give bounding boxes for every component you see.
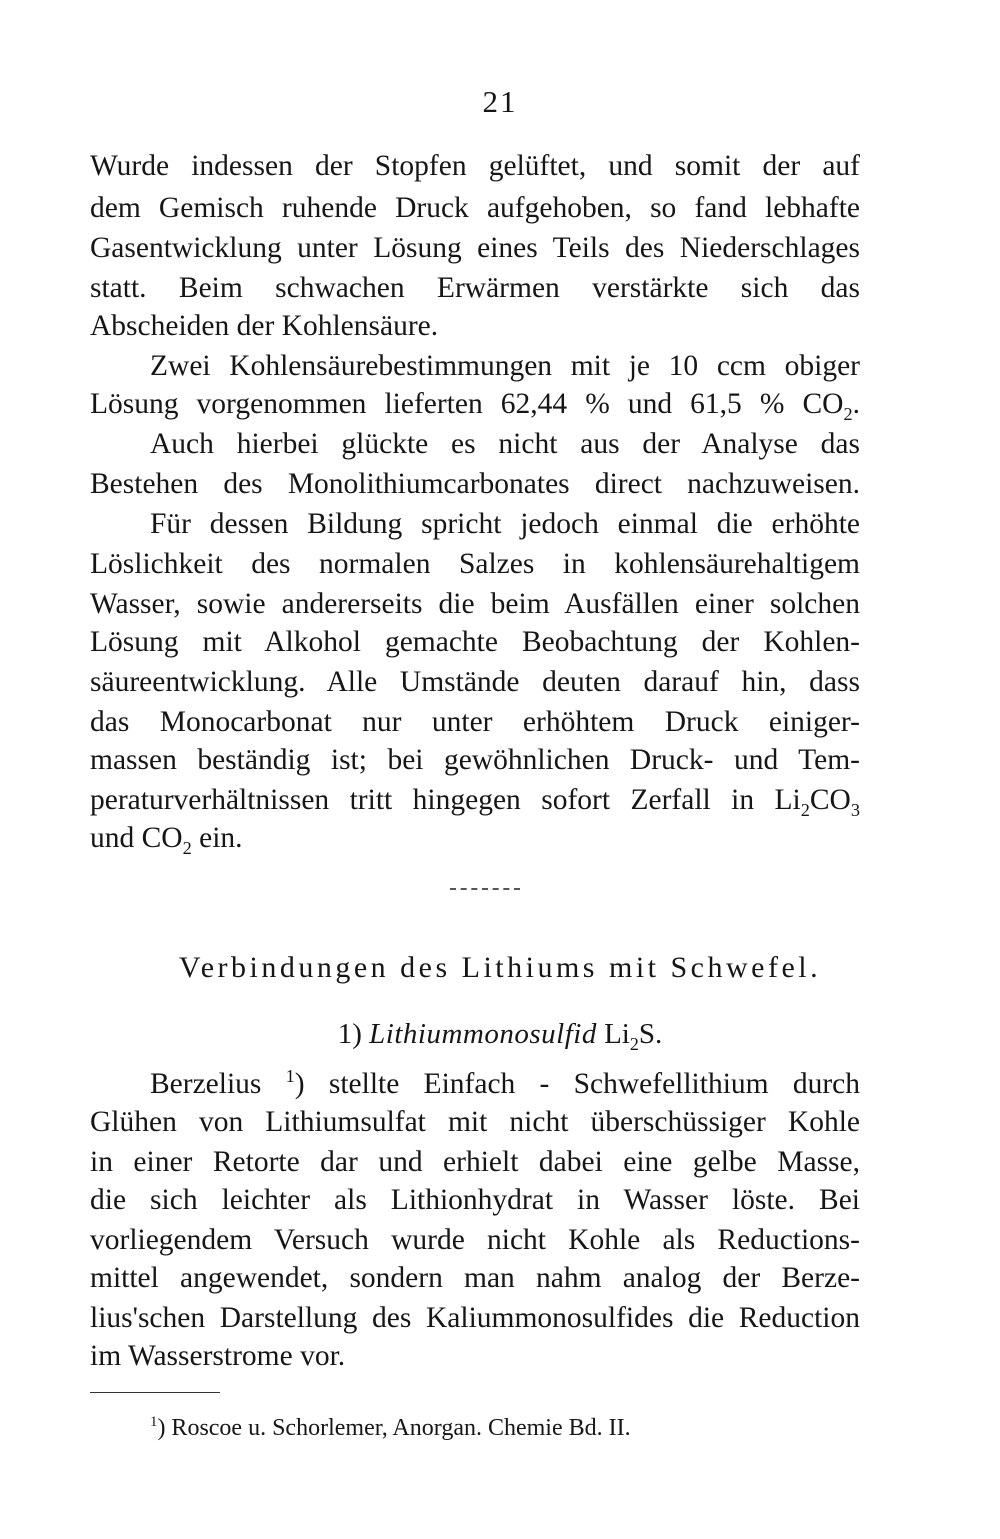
section-divider [450,888,520,890]
footnote-text: ) Roscoe u. Schorlemer, Anorgan. Chemie Bd. II. [157,1415,631,1441]
text-line: lius'schen Darstellung des Kaliummonosulfides die Reduction [90,1302,860,1334]
text-line: Auch hierbei glückte es nicht aus der Analyse das [150,428,860,460]
text-line: in einer Retorte dar und erhielt dabei eine gelbe Masse, [90,1146,860,1178]
text-line [90,818,860,858]
page-number: 21 [482,84,518,119]
footnote-rule [90,1392,220,1393]
text-fragment: Lösung vorgenommen lieferten 62,44 % und 61,5 % CO [90,388,844,420]
text-line [150,1064,860,1104]
subscript: 2 [629,1033,639,1054]
text-line: Bestehen des Monolithiumcarbonates direct nachzuweisen. [90,468,860,500]
text-fragment: peraturverhältnissen tritt hingegen sofort Zerfall in Li [90,784,801,816]
text-line: das Monocarbonat nur unter erhöhtem Druck einiger- [90,706,860,738]
subscript: 3 [850,799,860,820]
formula: Li [604,1018,630,1050]
text-line: Wasser, sowie andererseits die beim Ausfällen einer solchen [90,588,860,620]
text-line: massen beständig ist; bei gewöhnlichen Druck- und Tem- [90,744,860,776]
text-line [90,384,860,424]
text-line: Gasentwicklung unter Lösung eines Teils des Niederschlages [90,232,860,264]
text-line: Glühen von Lithiumsulfat mit nicht überschüssiger Kohle [90,1106,860,1138]
footnote [150,1412,850,1444]
text-line: säureentwicklung. Alle Umstände deuten darauf hin, dass [90,666,860,698]
text-fragment: ein. [191,822,243,854]
subscript: 2 [843,403,853,424]
section-heading: Verbindungen des Lithiums mit Schwefel. [178,951,822,984]
text-line: vorliegendem Versuch wurde nicht Kohle als Reductions- [90,1224,860,1256]
subsection-heading [0,1014,1000,1054]
formula: S. [638,1018,663,1050]
text-fragment: . [852,388,860,420]
text-line: statt. Beim schwachen Erwärmen verstärkte sich das [90,272,860,304]
subsection-name: Lithiummonosulfid [369,1018,597,1050]
text-line: Zwei Kohlensäurebestimmungen mit je 10 ccm obiger [150,350,860,382]
text-line: Lösung mit Alkohol gemachte Beobachtung der Kohlen- [90,626,860,658]
text-fragment: und CO [90,822,183,854]
text-line: Wurde indessen der Stopfen gelüftet, und somit der auf [90,150,860,182]
text-line: dem Gemisch ruhende Druck aufgehoben, so fand lebhafte [90,192,860,224]
text-fragment: ) stellte Einfach - Schwefellithium durch [294,1068,861,1100]
text-line: Für dessen Bildung spricht jedoch einmal die erhöhte [150,508,860,540]
subscript: 2 [182,837,192,858]
text-line: im Wasserstrome vor. [90,1340,346,1372]
text-line: Abscheiden der Kohlensäure. [90,310,439,342]
footnote-marker: 1 [285,1066,295,1087]
text-line: die sich leichter als Lithionhydrat in Wasser löste. Bei [90,1184,860,1216]
text-line [90,780,860,820]
text-fragment: Berzelius [150,1068,262,1100]
text-fragment: CO [809,784,851,816]
text-line: Löslichkeit des normalen Salzes in kohlensäurehaltigem [90,548,860,580]
text-line: mittel angewendet, sondern man nahm analog der Berze- [90,1262,860,1294]
subsection-number: 1) [337,1018,362,1050]
subscript: 2 [800,799,810,820]
footnote-marker: 1 [150,1414,158,1430]
